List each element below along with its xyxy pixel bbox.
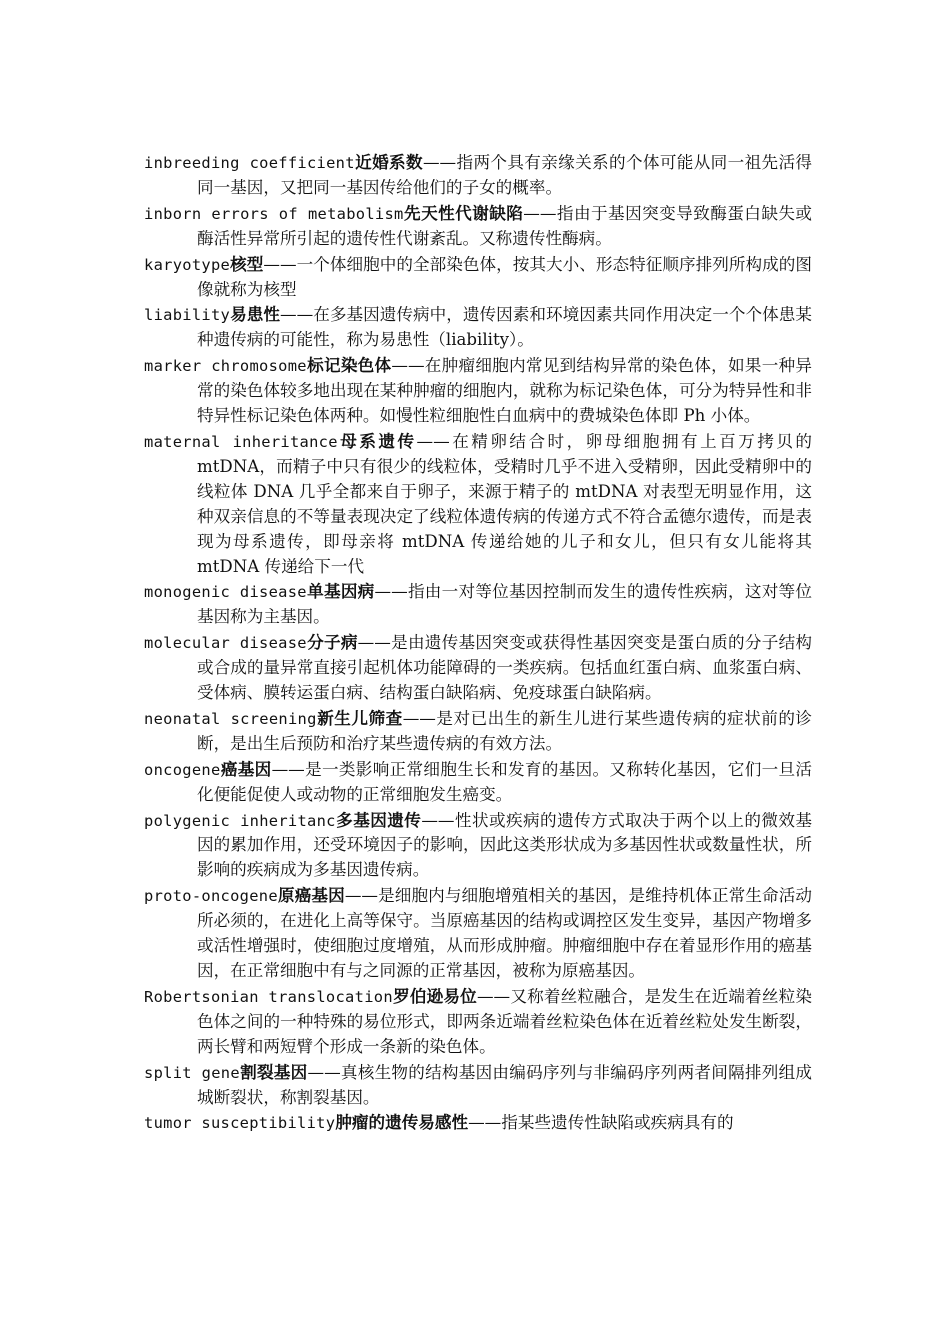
glossary-entry bbox=[144, 1110, 812, 1136]
entry-definition: ——又称着丝粒融合，是发生在近端着丝粒染色体之间的一种特殊的易位形式，即两条近端着丝粒染色体在近着丝粒处发生断裂，两长臂和两短臂个形成一条新的染色体。 bbox=[197, 986, 813, 1056]
glossary-entry bbox=[144, 630, 812, 706]
entry-term: marker chromosome bbox=[144, 357, 307, 376]
glossary-entry bbox=[144, 150, 812, 201]
entry-chinese-term: 标记染色体 bbox=[306, 355, 392, 376]
entry-chinese-term: 割裂基因 bbox=[239, 1061, 308, 1082]
glossary-entry bbox=[144, 429, 812, 579]
entry-definition: ——真核生物的结构基因由编码序列与非编码序列两者间隔排列组成城断裂状，称割裂基因。 bbox=[197, 1062, 812, 1107]
entry-term: inbreeding coefficient bbox=[144, 154, 355, 172]
entry-definition: ——是一类影响正常细胞生长和发育的基因。又称转化基因，它们一旦活化便能促使人或动物的正常细胞发生癌变。 bbox=[197, 759, 813, 804]
glossary-entry bbox=[144, 808, 812, 884]
glossary-entry bbox=[144, 883, 812, 984]
entry-chinese-term: 新生儿筛查 bbox=[316, 707, 403, 728]
entry-definition: ——在精卵结合时，卵母细胞拥有上百万拷贝的 mtDNA，而精子中只有很少的线粒体，受精时几乎不进入受精卵，因此受精卵中的线粒体 DNA 几乎全都来自于卵子，来源于精子的 mtDNA 对表型无明显作用，这种双亲信息的不等量表现决定了线粒体遗传病的传递方式不符合孟德尔遗传，而是表现为母系遗传，即母亲将 mtDNA 传递给她的儿子和女儿，但只有女儿能将其 mtDNA 传递给下一代 bbox=[197, 431, 813, 576]
entry-term: molecular disease bbox=[144, 634, 307, 653]
entry-chinese-term: 单基因病 bbox=[306, 581, 375, 602]
entry-definition: ——指两个具有亲缘关系的个体可能从同一祖先活得同一基因，又把同一基因传给他们的子女的概率。 bbox=[197, 153, 813, 197]
entry-definition: ——是对已出生的新生儿进行某些遗传病的症状前的诊断，是出生后预防和治疗某些遗传病的有效方法。 bbox=[197, 708, 813, 753]
entry-term: split gene bbox=[144, 1063, 240, 1082]
entry-term: liability bbox=[144, 306, 231, 325]
entry-definition: ——在多基因遗传病中，遗传因素和环境因素共同作用决定一个个体患某种遗传病的可能性，称为易患性（liability）。 bbox=[197, 305, 813, 350]
entry-chinese-term: 核型 bbox=[230, 253, 264, 274]
entry-term: polygenic inheritanc bbox=[144, 811, 336, 830]
glossary-entry bbox=[144, 984, 812, 1060]
entry-definition: ——是由遗传基因突变或获得性基因突变是蛋白质的分子结构或合成的量异常直接引起机体功能障碍的一类疾病。包括血红蛋白病、血浆蛋白病、受体病、膜转运蛋白病、结构蛋白缺陷病、免疫球蛋白缺陷病。 bbox=[197, 633, 813, 703]
entry-definition: ——性状或疾病的遗传方式取决于两个以上的微效基因的累加作用，还受环境因子的影响，因此这类形状成为多基因性状或数量性状，所影响的疾病成为多基因遗传病。 bbox=[197, 810, 813, 880]
entry-term: maternal inheritance bbox=[144, 432, 338, 451]
entry-term: oncogene bbox=[144, 760, 221, 779]
glossary-entry bbox=[144, 252, 812, 303]
entry-term: neonatal screening bbox=[144, 709, 317, 728]
glossary-list bbox=[144, 150, 812, 1136]
entry-definition: ——指某些遗传性缺陷或疾病具有的 bbox=[468, 1113, 734, 1133]
entry-definition: ——指由一对等位基因控制而发生的遗传性疾病，这对等位基因称为主基因。 bbox=[197, 582, 813, 627]
entry-term: proto-oncogene bbox=[144, 887, 278, 906]
glossary-entry bbox=[144, 706, 812, 757]
entry-definition: ——指由于基因突变导致酶蛋白缺失或酶活性异常所引起的遗传性代谢紊乱。又称遗传性酶病。 bbox=[197, 203, 813, 248]
entry-term: tumor susceptibility bbox=[144, 1114, 336, 1133]
entry-definition: ——是细胞内与细胞增殖相关的基因，是维持机体正常生命活动所必须的，在进化上高等保守。当原癌基因的结构或调控区发生变异，基因产物增多或活性增强时，使细胞过度增殖，从而形成肿瘤。肿瘤细胞中存在着显形作用的癌基因，在正常细胞中有与之同源的正常基因，被称为原癌基因。 bbox=[197, 886, 813, 980]
entry-chinese-term: 罗伯逊易位 bbox=[392, 985, 477, 1006]
entry-chinese-term: 先天性代谢缺陷 bbox=[403, 202, 524, 223]
entry-term: inborn errors of metabolism bbox=[144, 204, 404, 223]
entry-term: Robertsonian translocation bbox=[144, 987, 393, 1006]
entry-chinese-term: 肿瘤的遗传易感性 bbox=[335, 1112, 469, 1133]
entry-chinese-term: 近婚系数 bbox=[354, 152, 423, 172]
glossary-entry bbox=[144, 757, 812, 808]
entry-chinese-term: 多基因遗传 bbox=[335, 809, 422, 830]
entry-definition: ——一个体细胞中的全部染色体，按其大小、形态特征顺序排列所构成的图像就称为核型 bbox=[197, 254, 813, 299]
entry-term: monogenic disease bbox=[144, 583, 307, 602]
entry-chinese-term: 癌基因 bbox=[220, 758, 272, 779]
entry-chinese-term: 分子病 bbox=[306, 632, 358, 653]
entry-definition: ——在肿瘤细胞内常见到结构异常的染色体，如果一种异常的染色体较多地出现在某种肿瘤的细胞内，就称为标记染色体，可分为特异性和非特异性标记染色体两种。如慢性粒细胞性白血病中的费城染色体即 Ph 小体。 bbox=[197, 356, 812, 426]
entry-chinese-term: 易患性 bbox=[230, 304, 281, 325]
entry-chinese-term: 母系遗传 bbox=[337, 430, 417, 451]
glossary-entry bbox=[144, 1060, 812, 1111]
glossary-entry bbox=[144, 201, 812, 252]
glossary-entry bbox=[144, 302, 812, 353]
glossary-entry bbox=[144, 353, 812, 429]
entry-term: karyotype bbox=[144, 255, 231, 274]
glossary-entry bbox=[144, 579, 812, 630]
entry-chinese-term: 原癌基因 bbox=[277, 885, 345, 906]
